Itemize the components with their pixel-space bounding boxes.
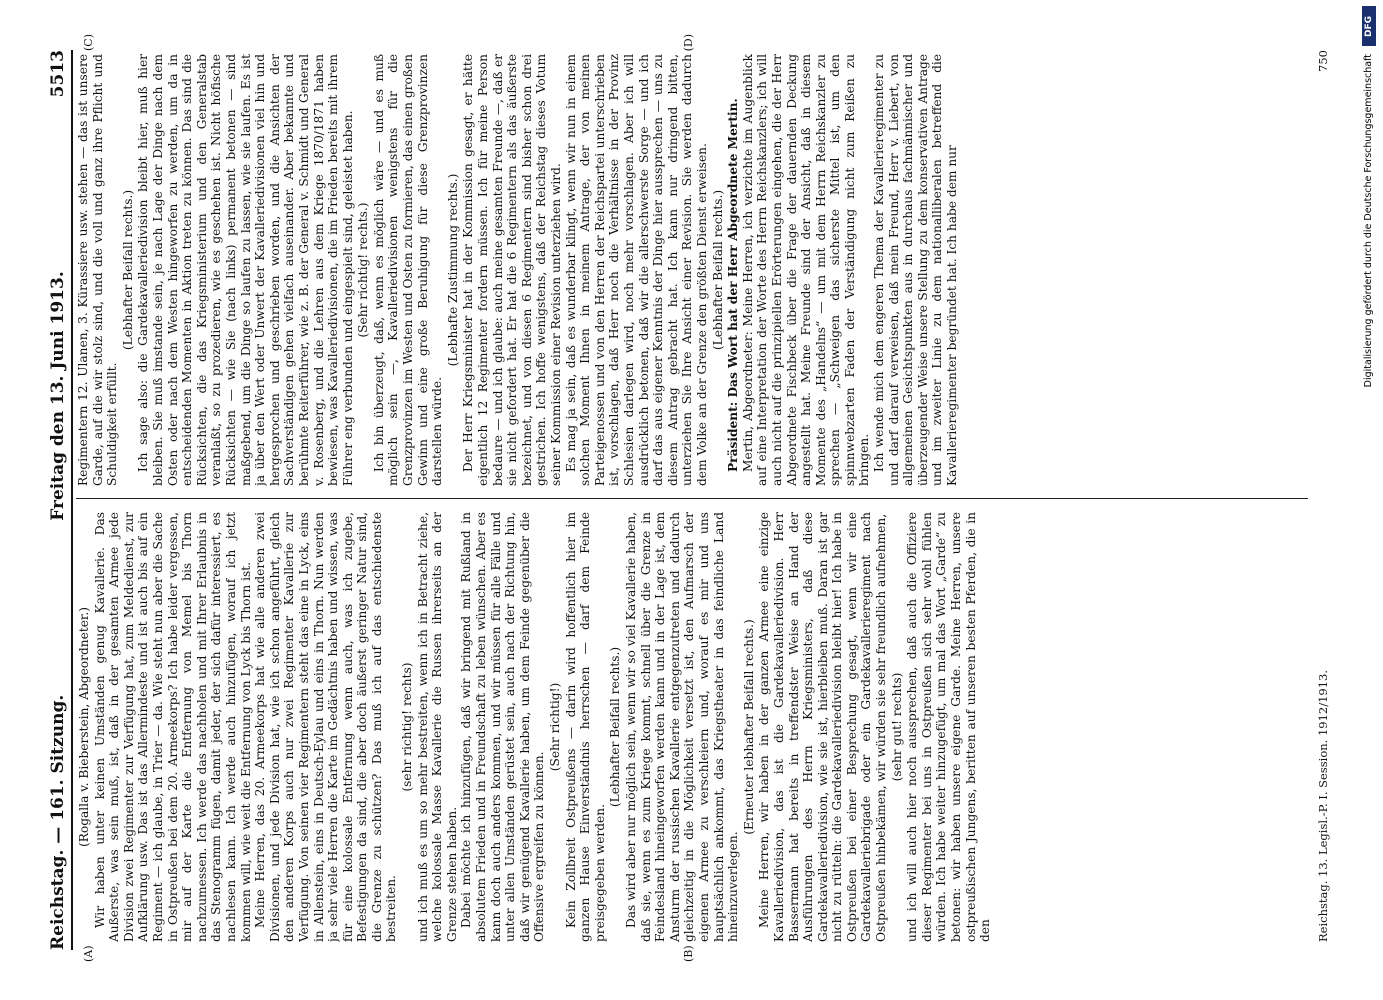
paragraph: Regimentern 12. Ulanen, 3. Kürassiere usw. stehen — das ist unsere Garde, auf die wir stolz sind, und die voll und ganz ihre Pflicht und Schuldigkeit erfüllt. (75, 54, 119, 486)
credit-text: Digitalisierung gefördert durch die Deutsche Forschungsgemeinschaft (1363, 54, 1374, 388)
column-rule (76, 498, 1308, 499)
paragraph: Meine Herren, das 20. Armeekorps hat wie alle anderen zwei Divisionen, und jede Division hat, wie ich schon angeführt, gleich den anderen Korps auch nur zwei Regimenter Kavallerie zur Verfügung. Von seinen vier Regimentern steht das eine in Lyck, eins in Allenstein, eins in Deutsch-Eylau und eins in Thorn. Nun werden ja sehr viele Herren die Karte im Gedächtnis haben und wissen, was für eine kolossale Entfernung wenn auch, was ich zugebe, Befestigungen da sind, die aber doch äußerst geringer Natur sind, die Grenze zu schützen? Das muß ich auf das entschiedenste bestreiten. (252, 512, 398, 942)
reaction: (sehr richtig! rechts) (399, 662, 414, 792)
reaction: (Lebhafter Beifall rechts.) (710, 189, 725, 351)
reaction: (Sehr richtig! rechts.) (355, 202, 370, 338)
reaction: (Lebhafter Beifall rechts.) (607, 646, 622, 808)
right-column (76, 54, 1308, 486)
paragraph: Ich wende mich dem engeren Thema der Kavallerieregimenter zu und darf darauf verweisen, daß mein Freund, Herr v. Liebert, von allgemeinen Gesichtspunkten aus in durchaus fachmännischer und überzeugender Weise unsere Stellung zu dem konservativen Antrage und im zweiter Linie zu dem nationalliberalen betreffend die Kavallerieregimenter begründet hat. Ich habe dem nur (871, 54, 959, 486)
rotated-page (42, 34, 1342, 962)
running-head-left: Reichstag. — 161. Sitzung. (47, 694, 68, 950)
reaction: (Sehr richtig!) (547, 682, 562, 772)
margin-marker-c: (C) (81, 34, 95, 51)
page-number: 5513 (47, 50, 68, 98)
footer (1316, 50, 1334, 942)
paragraph: Dabei möchte ich hinzufügen, daß wir bringend mit Rußland in absolutem Frieden und in Freundschaft zu leben wünschen. Aber es kann doch auch anders kommen, und wir müssen für alle Fälle und unter allen Umständen gerüstet sein, auch nach der Richtung hin, daß wir genügend Kavallerie haben, um dem Feinde gegenüber die Offensive ergreifen zu können. (458, 512, 546, 942)
margin-marker-a: (A) (81, 945, 95, 962)
digitization-credit (1359, 6, 1379, 986)
running-head (42, 50, 73, 950)
margin-marker-d: (D) (681, 34, 695, 52)
paragraph: Es mag ja sein, daß es wunderbar klingt, wenn wir nun in einem solchen Moment Ihnen in meinem Antrage, der von meinen Parteigenossen und von den Herren der Reichspartei unterschrieben ist, vorschlagen, daß Herr noch die Verhältnisse in der Provinz Schlesien darlegen wird, noch mehr vorschlagen. Aber ich will ausdrücklich betonen, daß wir die allerschwerste Sorge — und ich darf das aus eigener Kenntnis der Dinge hier aussprechen — uns zu diesem Antrag gebracht hat. Ich kann nur dringend bitten, unterziehen Sie Ihre Ansicht einer Revision. Sie werden dadurch dem Volke an der Grenze den größten Dienst erweisen. (563, 54, 709, 486)
reaction: (Erneuter lebhafter Beifall rechts.) (741, 619, 756, 835)
paragraph: Mertin, Abgeordneter: Meine Herren, ich verzichte im Augenblick auf eine Interpretation der Worte des Herrn Reichskanzlers; ich will auch nicht auf die prinzipiellen Erörterungen eingehen, die der Herr Abgeordnete Fischbeck über die Frage der dauernden Deckung angestellt hat. Meine Freunde sind der Ansicht, daß in diesem Momente des „Handelns“ — um mit dem Herrn Reichskanzler zu sprechen — „Schweigen das sicherste Mittel ist, um den spinnwebzarten Faden der Verständigung nicht zum Reißen zu bringen. (740, 54, 871, 486)
paragraph: Ich bin überzeugt, daß, wenn es möglich wäre — und es muß möglich sein —, Kavalleriedivisionen wenigstens für die Grenzprovinzen im Westen und Osten zu formieren, das einen großen Gewinn und eine große Beruhigung für diese Grenzprovinzen darstellen würde. (371, 54, 444, 486)
speaker-header: (Rogalla v. Bieberstein, Abgeordneter.) (76, 606, 91, 848)
running-head-center: Freitag den 13. Juni 1913. (47, 271, 68, 521)
margin-marker-b: (B) (681, 945, 695, 962)
paragraph: Wir haben unter keinen Umständen genug Kavallerie. Das Außerste, was sein muß, ist, daß in der gesamten Armee jede Division zwei Regimenter zur Verfügung hat, zum Meldedienst, zur Aufklärung usw. Das ist das Allermindeste und ist auch bis auf ein Regiment — ich glaube, in Trier — da. Wie steht nun aber die Sache in Ostpreußen bei dem 20. Armeekorps? Ich habe leider vergessen, mir auf der Karte die Entfernung von Memel bis Thorn nachzumessen. Ich werde das nachholen und mit Ihrer Erlaubnis in das Stenogramm fügen, damit jeder, der sich dafür interessiert, es nachlesen kann. Ich werde auch hinzufügen, worauf ich jetzt kommen will, wie weit die Entfernung von Lyck bis Thorn ist. (92, 512, 253, 942)
reaction: (sehr gut! rechts) (889, 672, 904, 782)
paragraph: Ich sage also: die Gardekavalleriedivision bleibt hier, muß hier bleiben. Sie muß imstande sein, je nach Lage der Dinge nach dem Osten oder nach dem Westen hingeworfen zu werden, um da in entscheidenden Momenten in Aktion treten zu können. Das sind die Rücksichten, die das Kriegsministerium und den Generalstab veranlaßt, so zu prozedieren, wie es geschehen ist. Nicht höfische Rücksichten — wie Sie (nach links) permanent betonen — sind maßgebend, um die Dinge so laufen zu lassen, wie sie laufen. Es ist ja über den Wert oder Unwert der Kavalleriedivisionen viel hin und hergesprochen und geschrieben worden, und die Ansichten der Sachverständigen gehen vielfach auseinander. Aber bekannte und berühmte Reiterführer, wie z. B. der General v. Schmidt und General v. Rosenberg, und die Lehren aus dem Kriege 1870/1871 haben bewiesen, was Kavalleriedivisionen, die im Frieden bereits mit ihrem Führer eng verbunden und eingespielt sind, geleistet haben. (135, 54, 355, 486)
paragraph: Das wird aber nur möglich sein, wenn wir so viel Kavallerie haben, daß sie, wenn es zum Kriege kommt, schnell über die Grenze in Feindesland hineingeworfen werden kann und in der Lage ist, dem Ansturm der russischen Kavallerie entgegenzutreten und dadurch gleichzeitig in die Möglichkeit versetzt ist, den Aufmarsch der eigenen Armee zu verschleiern und, worauf es mir und uns hauptsächlich ankommt, das Kriegstheater in das feindliche Land hineinzuverlegen. (623, 512, 740, 942)
footer-left: Reichstag. 13. Legisl.-P. I. Session. 1912/1913. (1315, 669, 1330, 942)
dfg-logo-icon: DFG (1362, 6, 1376, 46)
left-column (76, 512, 1308, 942)
paragraph: Meine Herren, wir haben in der ganzen Armee eine einzige Kavalleriedivision, das ist die Gardekavalleriedivision. Herr Bassermann hat bereits in treffendster Weise an Hand der Ausführungen des Herrn Kriegsministers, daß diese Gardekavalleriedivision, wie sie ist, hierbleiben muß. Daran ist gar nicht zu rütteln: die Gardekavalleriedivision bleibt hier! Ich habe in Ostpreußen bei einer Besprechung gesagt, wenn wir eine Gardekavalleriebrigade oder ein Gardekavallerieregiment nach Ostpreußen hinbekämen, wir würden sie sehr freundlich aufnehmen, (756, 512, 888, 942)
paragraph: Kein Zollbreit Ostpreußens — darin wird hoffentlich hier im ganzen Hause Einverständnis herrschen — darf dem Feinde preisgegeben werden. (563, 512, 607, 942)
president-line: Präsident: Das Wort hat der Herr Abgeordnete Mertin. (725, 98, 740, 472)
paragraph: Der Herr Kriegsminister hat in der Kommission gesagt, er hätte eigentlich 12 Regimenter fordern müssen. Ich für meine Person bedaure — und ich glaube: auch meine gesamten Freunde —, daß er sie nicht gefordert hat. Er hat die 6 Regimentern als das äußerste bezeichnet, und von diesen 6 Regimentern sind bisher schon drei gestrichen. Ich hoffe wenigstens, daß der Reichstag dieses Votum seiner Kommission einer Revision unterziehen wird. (460, 54, 563, 486)
footer-right: 750 (1315, 50, 1330, 72)
reaction: (Lebhafte Zustimmung rechts.) (445, 173, 460, 367)
reaction: (Lebhafter Beifall rechts.) (120, 189, 135, 351)
paragraph: und ich will auch hier noch aussprechen, daß auch die Offiziere dieser Regimenter bei uns in Ostpreußen sich sehr wohl fühlen würden. Ich habe weiter hinzugefügt, um mal das Wort „Garde“ zu betonen: wir haben unsere eigene Garde. Meine Herren, unsere ostpreußischen Jungens, beritten auf unseren besten Pferden, die in den (904, 512, 992, 942)
paragraph: und ich muß es um so mehr bestreiten, wenn ich in Betracht ziehe, welche kolossale Masse Kavallerie die Russen ihrerseits an der Grenze stehen haben. (415, 512, 459, 942)
